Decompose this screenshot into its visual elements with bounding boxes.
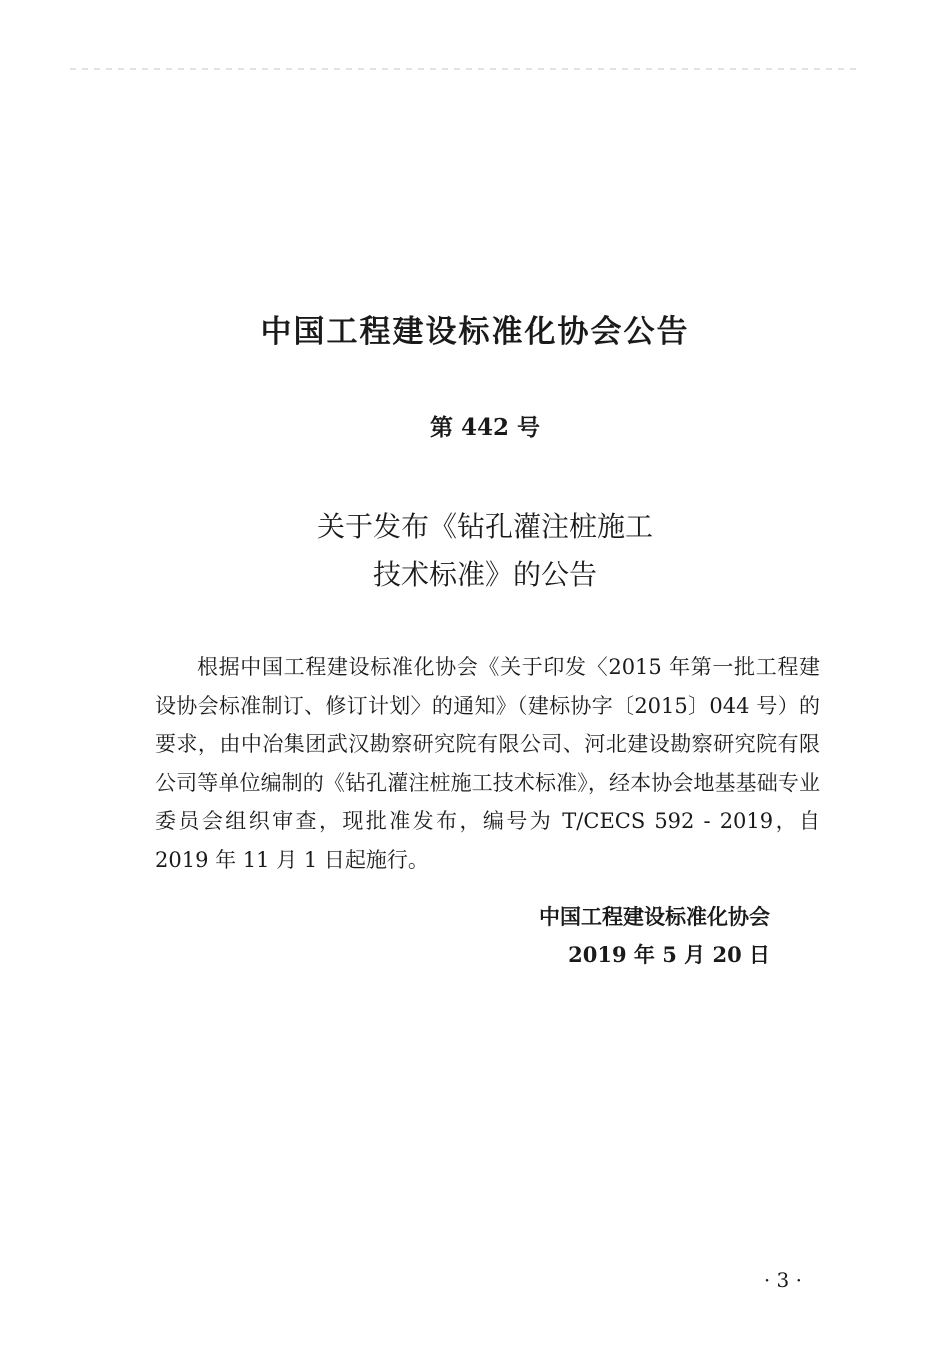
signature-organization: 中国工程建设标准化协会 <box>539 905 770 929</box>
notice-body-paragraph: 根据中国工程建设标准化协会《关于印发〈2015 年第一批工程建设协会标准制订、修订计划〉的通知》（建标协字〔2015〕044 号）的要求，由中冶集团武汉勘察研究院有限公司、河北建设勘察研究院有限公司等单位编制的《钻孔灌注桩施工技术标准》，经本协会地基基础专业委员会组织审查，现批准发布，编号为 T/CECS 592 - 2019，自 2019 年 11 月 1 日起施行。 <box>155 655 820 872</box>
notice-title: 中国工程建设标准化协会公告 <box>260 314 690 350</box>
notice-subject-line-1: 关于发布《钻孔灌注桩施工 <box>316 510 653 543</box>
notice-subject <box>0 503 950 599</box>
page-number: · 3 · <box>763 1268 802 1292</box>
scan-artifact-line <box>70 68 860 70</box>
signature-date: 2019 年 5 月 20 日 <box>568 942 770 967</box>
notice-number: 第 442 号 <box>429 414 541 441</box>
notice-body <box>155 648 820 879</box>
signature-block <box>539 898 770 974</box>
notice-subject-line-2: 技术标准》的公告 <box>372 558 597 591</box>
